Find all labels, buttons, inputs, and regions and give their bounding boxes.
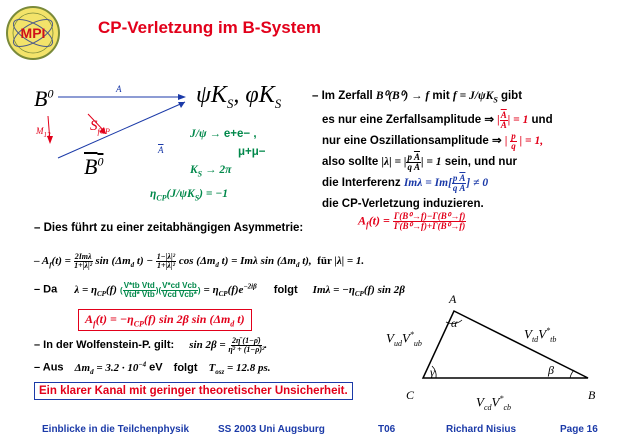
af-expansion: – $A_f(t)$ = $\frac{\text{2Imλ}}{\text{1+|λ|²}}$ $\sin (\Delta m_d$ t) − $\frac{\text{1−|λ|²}}{\text{1+|λ|²}}$ $\cos (\Delta m_d$ t) = Imλ $\sin (\Delta m_d$ t), für |λ| = 1. — [34, 252, 365, 270]
text-line-1: – Im Zerfall B⁰(B⁰) → f mit $f = J/\psi K_S$ gibt — [312, 90, 523, 105]
text-line-4: also sollte |λ| = | $\frac{p}{q}$ $\frac{\overline{A}}{A}$ | = 1 sein, und nur — [322, 152, 517, 173]
mixing-diagram — [30, 84, 350, 204]
footer-course: Einblicke in die Teilchenphysik — [42, 424, 190, 435]
asymmetry-label: – Dies führt zu einer zeitabhängigen Asymmetrie: — [34, 222, 304, 234]
m12-label: $M_{12}$ — [36, 126, 51, 139]
asymmetry-formula: $A_f(t)$ = $\frac{\text{Γ(B⁰→f)−Γ(B⁰→f)}}{\text{Γ(B⁰→f)+Γ(B⁰→f)}}$ — [358, 211, 466, 231]
vertex-a: A — [449, 292, 457, 306]
conclusion-box: Ein klarer Kanal mit geringer theoretischer Unsicherheit. — [34, 382, 353, 400]
footer-page: Page 16 — [560, 424, 598, 435]
b0-label: $B^0$ — [34, 86, 54, 111]
angle-alpha: α — [451, 316, 458, 330]
footer-author: Richard Nisius — [446, 424, 517, 435]
right-text-block — [312, 86, 628, 215]
footer-code: T06 — [378, 424, 396, 435]
boxed-result: $A_f(t) = -\eta_{CP}(f)$ sin 2β $\sin (\Delta m_d$ t) — [78, 309, 252, 331]
amplitude-a-bottom: $\overline{A}$ — [158, 145, 164, 155]
vertex-b: B — [588, 388, 596, 402]
decay-jpsi: J/ψ → e+e− , — [190, 128, 257, 140]
text-line-3: nur eine Oszillationsamplitude ⇒ | $\frac{p}{q}$ | = 1, — [322, 131, 544, 152]
side-vtd-vtb: $V_{td}V^*_{tb}$ — [524, 326, 557, 344]
oscillation-line: – Aus $\Delta m_d = 3.2 \cdot 10^{-4}$ eV folgt $T_{osz} = 12.8$ ps. — [34, 360, 271, 376]
side-vcd-vcb: $V_{cd}V^*_{cb}$ — [476, 394, 512, 412]
amplitude-a-top: A — [116, 84, 122, 94]
b0bar-label: $B^0$ — [84, 154, 104, 179]
final-state-label: $\psi K_S$, $\varphi K_S$ — [196, 82, 282, 111]
svg-text:MPI: MPI — [20, 25, 46, 41]
side-vud-vub: $V_{ud}V^*_{ub}$ — [386, 330, 422, 348]
footer-term: SS 2003 Uni Augsburg — [218, 424, 325, 435]
wolfenstein-line: – In der Wolfenstein-P. gilt: sin 2β = $\frac{2\etā (1-\rhō)}{\text{η̄² + (1−ρ̄)²}}$ . — [34, 336, 268, 354]
decay-mumu: μ+μ− — [238, 146, 266, 158]
slide-title: CP-Verletzung im B-System — [98, 18, 321, 37]
decay-ks: $K_S \to 2\pi$ — [190, 164, 232, 179]
lambda-line: – Da $\lambda = \eta_{CP}(f)$ ( $\frac{\text{V*tb Vtd}}{\text{Vtd* Vtb}}$ )( $\frac{\text{V*cd Vcb}}{\text{Vcd Vcb*}}$ ) = $\eta_{CP}(f)e^{-2i\beta}$ folgt $Im\lambda = -\eta_{CP}(f)$ sin 2β — [34, 281, 405, 300]
text-line-6: die CP-Verletzung induzieren. — [322, 198, 484, 211]
angle-gamma: γ — [430, 365, 435, 379]
eta-cp-value: $\eta_{CP}(J/\psi K_S) = -1$ — [150, 188, 228, 203]
angle-beta: β — [548, 363, 554, 377]
text-line-2: es nur eine Zerfallsamplitude ⇒ | $\frac{\overline{A}}{A}$ | = 1 und — [322, 110, 553, 131]
vertex-c: C — [406, 388, 415, 402]
s-fcp-label: $S_{fCP}$ — [90, 118, 110, 136]
text-line-5: die Interferenz Imλ = Im[ $\frac{p}{q}$ $\frac{\overline{A}}{A}$ ] ≠ 0 — [322, 173, 489, 194]
mpi-logo — [4, 4, 62, 62]
